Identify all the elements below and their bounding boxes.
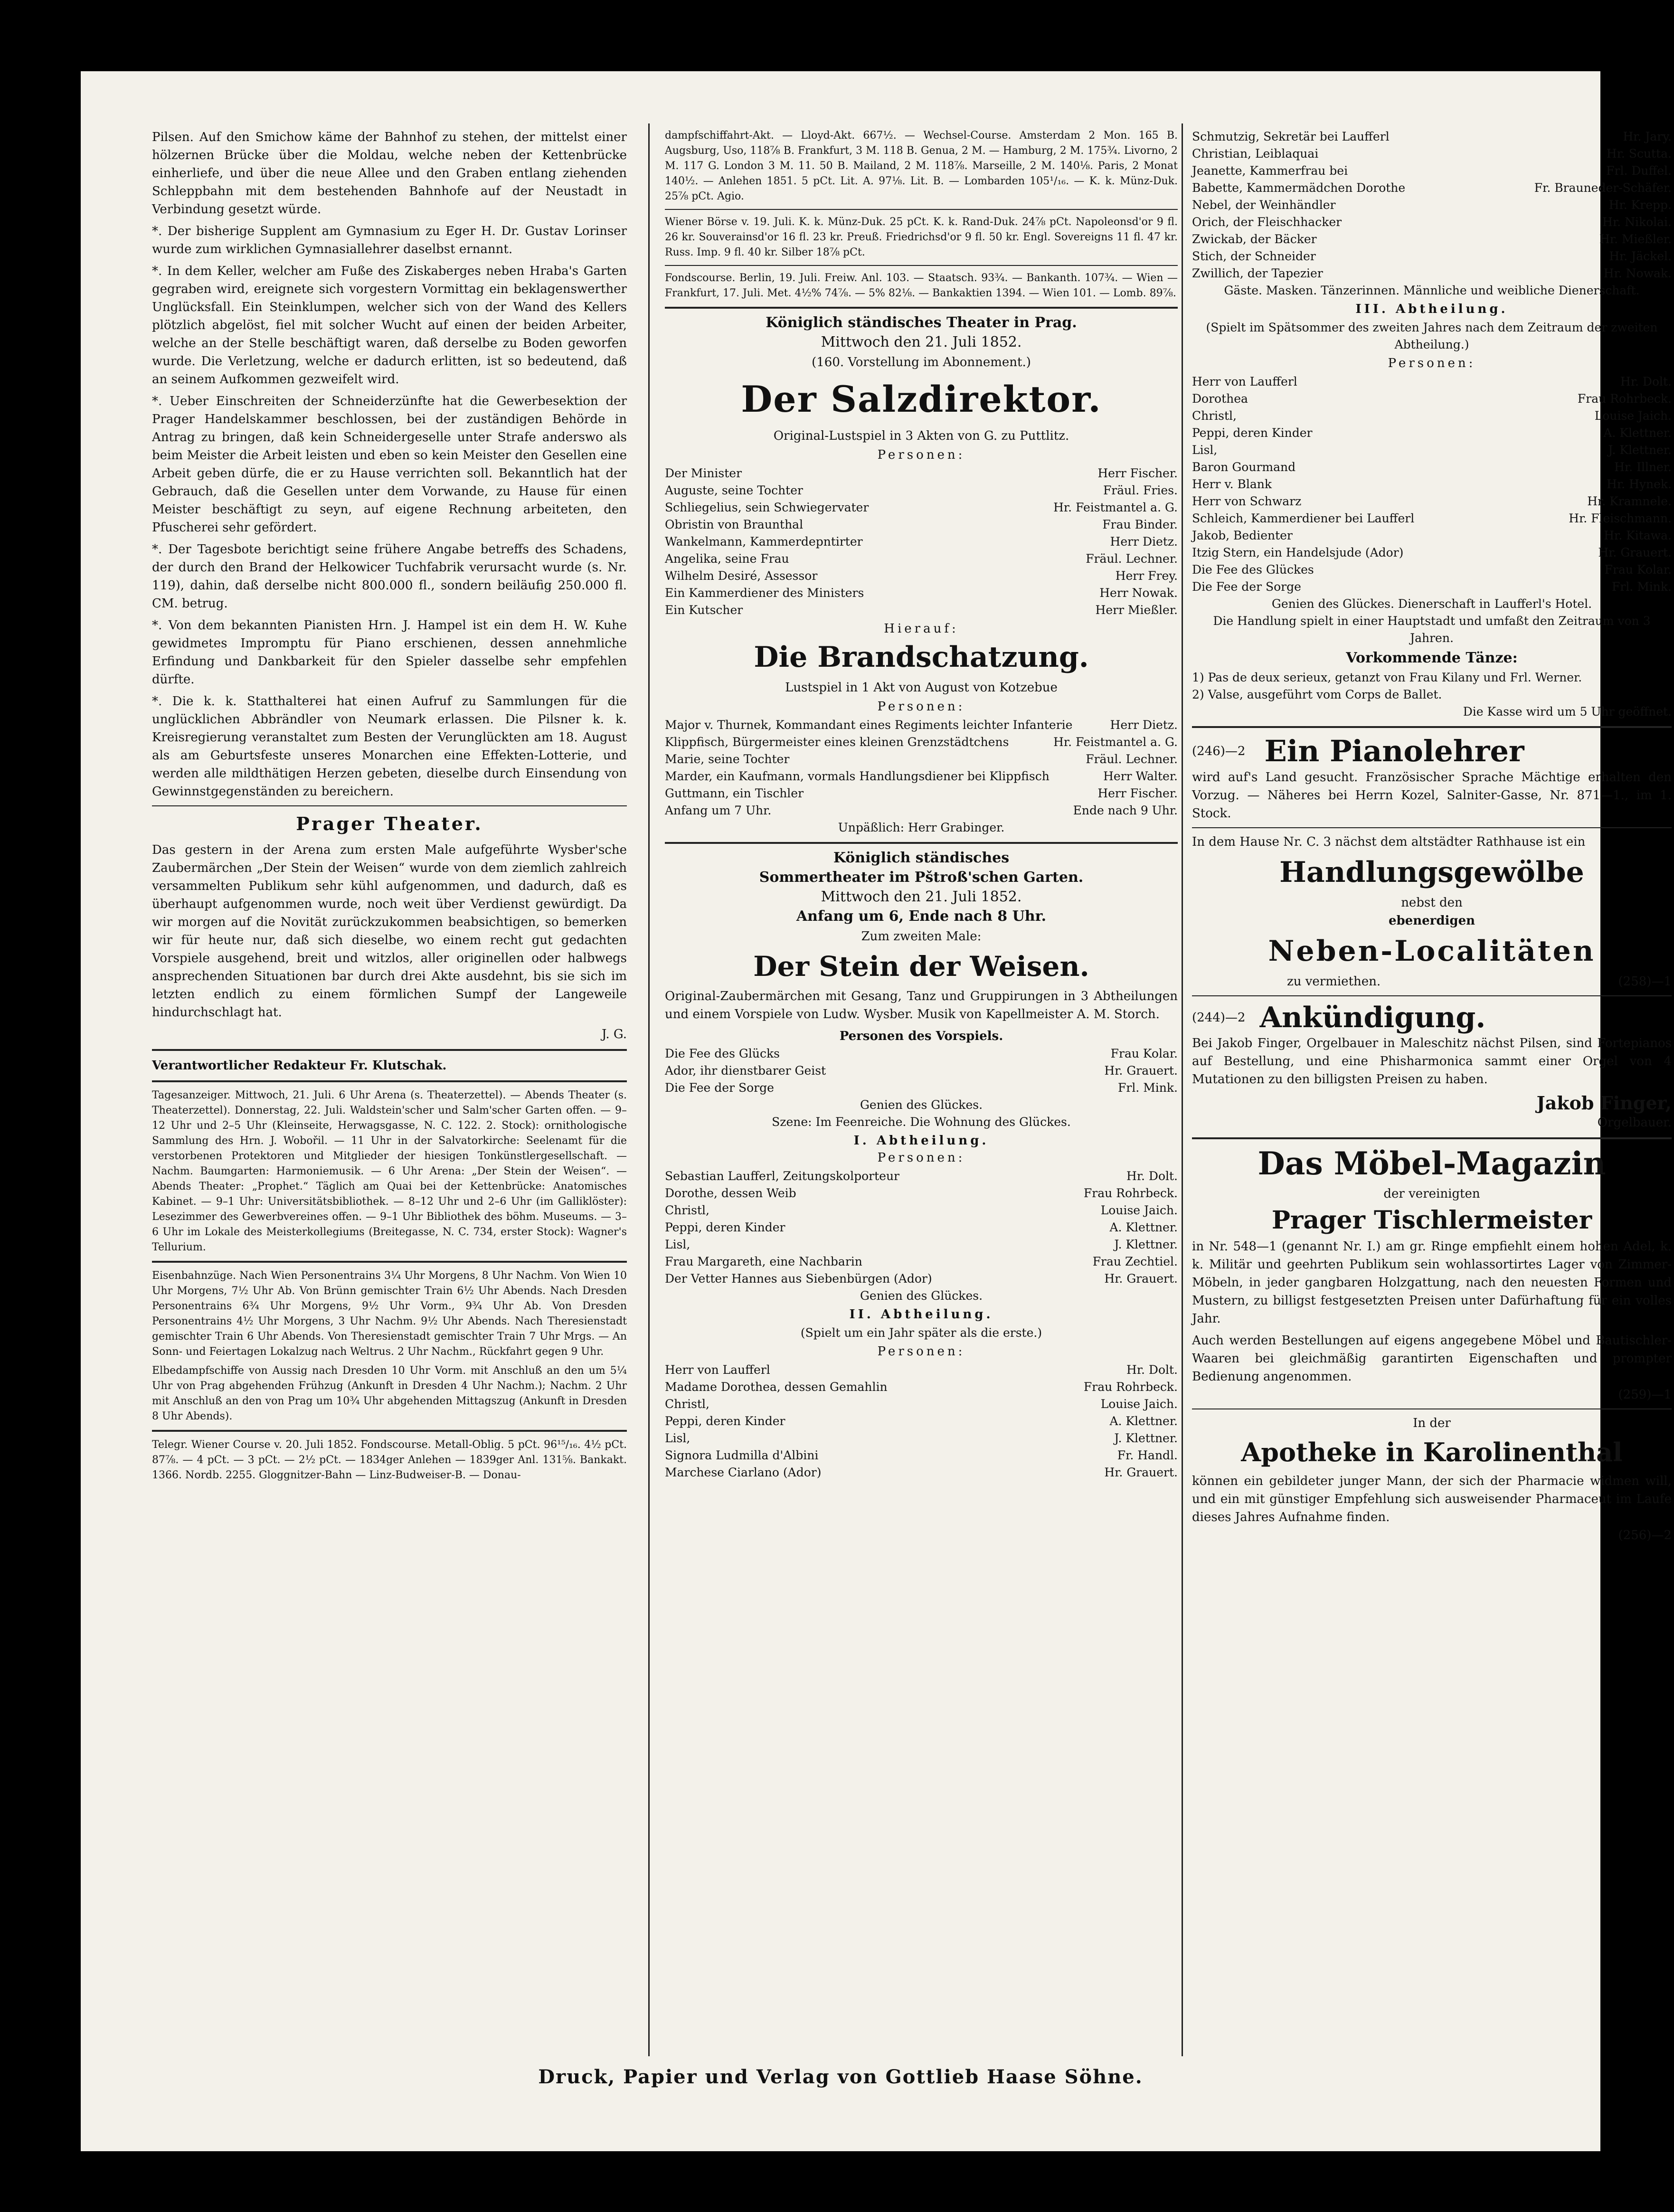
- actor-name: J. Klettner.: [1608, 443, 1672, 457]
- divider: [1192, 1137, 1672, 1139]
- news-paragraph: Pilsen. Auf den Smichow käme der Bahnhof zu stehen, der mittelst einer hölzernen Brücke über die Moldau, welche neben der Kettenbrücke einherliefe, und über die neue Allee und den Graben entlang ziehenden Schleppbahn mit dem bestehenden Bahnhofe auf der Neustadt in Verbindung gesetzt würde.: [152, 130, 627, 217]
- role-name: Schleich, Kammerdiener bei Laufferl: [1192, 511, 1415, 525]
- ad-code: (258)—1: [1618, 974, 1672, 989]
- role-name: Sebastian Laufferl, Zeitungskolporteur: [665, 1169, 899, 1183]
- cast-row: [1192, 390, 1672, 407]
- ad-text: wird auf's Land gesucht. Französischer Sprache Mächtige erhalten den Vorzug. — Näheres bei Herrn Kozel, Salniter-Gasse, Nr. 871—1., im 1. Stock.: [1192, 770, 1672, 821]
- start-time: Anfang um 7 Uhr.: [665, 804, 772, 817]
- cast-row: [665, 1045, 1178, 1062]
- role-name: Christian, Leiblaquai: [1192, 147, 1319, 161]
- act-heading: II. Abtheilung.: [849, 1307, 993, 1322]
- role-name: Christl,: [665, 1397, 709, 1411]
- cast-row: [665, 602, 1178, 619]
- actor-name: Herr Frey.: [1115, 569, 1178, 583]
- play-subtitle: Original-Lustspiel in 3 Akten von G. zu Puttlitz.: [773, 429, 1069, 443]
- ad-code: (244)—2: [1192, 1011, 1246, 1025]
- news-paragraph: *. Der Tagesbote berichtigt seine frühere Angabe betreffs des Schadens, der durch den Brand der Helkowicer Tuchfabrik verursacht wurde (s. Nr. 119), dahin, daß derselbe nicht 800.000 fl., sondern beiläufig 250.000 fl. CM. betrug.: [152, 542, 627, 611]
- cast-row: [665, 465, 1178, 482]
- role-name: Marchese Ciarlano (Ador): [665, 1465, 822, 1479]
- news-items: [152, 128, 627, 801]
- actor-name: Hr. Scutta.: [1606, 147, 1672, 161]
- cast-row: [665, 1396, 1178, 1413]
- cast-row: [1192, 493, 1672, 510]
- cast-row: [665, 516, 1178, 533]
- news-paragraph: *. In dem Keller, welcher am Fuße des Ziskaberges neben Hraba's Garten gegraben wird, ereignete sich vorgestern Vormittag ein beklagenswerther Unglücksfall. Ein Steinklumpen, welcher sich von der Wand des Kellers plötzlich abgelöst, fiel mit solcher Wucht auf einen der beiden Arbeiter, welche an der Stelle beschäftigt waren, daß derselbe zu Boden geworfen wurde. Die Verletzung, welche er dadurch erlitten, ist so bedeutend, daß an seinem Aufkommen gezweifelt wird.: [152, 264, 627, 387]
- actor-name: Hr. Feistmantel a. G.: [1053, 735, 1178, 749]
- cast-row: [665, 1430, 1178, 1447]
- divider: [152, 805, 627, 806]
- ad-text: in Nr. 548—1 (genannt Nr. I.) am gr. Ringe empfiehlt einem hohen Adel, k. k. Militär und geehrten Publikum sein wohlassortirtes Lager von Zimmer-Möbeln, in jeder gangbaren Holzgattung, nach den neuesten Formen und Mustern, zu billigst festgesetzten Preisen unter Dafürhaftung für ein volles Jahr.: [1192, 1239, 1672, 1326]
- play-subtitle: Lustspiel in 1 Akt von August von Kotzebue: [785, 681, 1058, 695]
- cast-row: [665, 567, 1178, 585]
- role-name: Dorothe, dessen Weib: [665, 1186, 796, 1200]
- setting-note: Die Handlung spielt in einer Hauptstadt und umfaßt den Zeitraum von 3 Jahren.: [1213, 614, 1651, 645]
- cast-list: [665, 1045, 1178, 1097]
- role-name: Der Minister: [665, 466, 742, 480]
- actor-name: Frl. Mink.: [1118, 1081, 1178, 1095]
- cast-list: [1192, 373, 1672, 596]
- ad-header: [1192, 1001, 1672, 1034]
- role-name: Lisl,: [665, 1238, 690, 1251]
- actor-name: A. Klettner.: [1603, 426, 1672, 440]
- cast-row: [665, 585, 1178, 602]
- role-name: Peppi, deren Kinder: [665, 1414, 785, 1428]
- dances-heading: Vorkommende Tänze:: [1346, 650, 1518, 666]
- ad-title: Das Möbel-Magazin: [1258, 1145, 1606, 1182]
- cast-row: [665, 1202, 1178, 1219]
- role-name: Peppi, deren Kinder: [665, 1220, 785, 1234]
- cast-heading: Personen:: [1388, 356, 1476, 370]
- role-name: Baron Gourmand: [1192, 460, 1296, 474]
- cast-row: [1192, 128, 1672, 145]
- role-name: Jakob, Bedienter: [1192, 529, 1293, 542]
- performance-times: Anfang um 6, Ende nach 8 Uhr.: [796, 908, 1047, 925]
- role-name: Ein Kammerdiener des Ministers: [665, 586, 864, 600]
- actor-name: Herr Mießler.: [1095, 603, 1178, 617]
- theater-review: Das gestern in der Arena zum ersten Male aufgeführte Wysber'sche Zaubermärchen „Der Stein der Weisen“ wurde von dem ziemlich zahlreich versammelten Publikum sehr kühl aufgenommen, und dadurch, daß es überhaupt aufgenommen wurde, noch weit über Verdienst gewürdigt. Da wir morgen auf die Novität zurückzukommen beabsichtigen, so bemerken wir für heute nur, daß sich dieselbe, wo einem recht gut gedachten Vorspiele ausgehend, breit und witzlos, aller originellen oder halbwegs ansprechenden Situationen bar durch drei Akte ausdehnt, bis sie sich im letzten endlich zu einem förmlichen Sumpf der Langeweile hindurchschlagt hat.: [152, 843, 627, 1020]
- exchange-rates: dampfschiffahrt-Akt. — Lloyd-Akt. 667½. — Wechsel-Course. Amsterdam 2 Mon. 165 B. Augsburg, Uso, 118⅞ B. Frankfurt, 3 M. 118 B. Genua, 2 M. — Hamburg, 2 M. 175¾. Livorno, 2 M. 117 G. London 3 M. 11. 50 B. Mailand, 2 M. 118⅞. Marseille, 2 M. 140⅛. Paris, 2 Monat 140½. — Anlehen 1851. 5 pCt. Lit. A. 97⅛. Lit. B. — Lombarden 105¹/₁₆. — K. k. Münz-Duk. 25⅞ pCt. Agio.: [665, 130, 1178, 202]
- actor-name: Herr Fischer.: [1097, 466, 1178, 480]
- newspaper-page: [81, 71, 1672, 2151]
- performance-date: Mittwoch den 21. Juli 1852.: [821, 334, 1022, 350]
- play-title: Der Stein der Weisen.: [753, 950, 1089, 983]
- role-name: Ador, ihr dienstbarer Geist: [665, 1064, 826, 1078]
- actor-name: Frau Rohrbeck.: [1083, 1186, 1178, 1200]
- actor-name: A. Klettner.: [1109, 1414, 1178, 1428]
- role-name: Guttmann, ein Tischler: [665, 786, 804, 800]
- genien-note: Genien des Glückes. Dienerschaft in Laufferl's Hotel.: [1271, 597, 1592, 611]
- actor-name: Hr. Feistmantel a. G.: [1053, 501, 1178, 514]
- column-right: [1192, 128, 1672, 1544]
- actor-name: Herr Walter.: [1103, 769, 1178, 783]
- actor-name: Hr. Nikolai.: [1602, 215, 1672, 229]
- actor-name: Fr. Handl.: [1117, 1448, 1178, 1462]
- actor-name: Hr. Mießler.: [1599, 232, 1672, 246]
- ad-code: (246)—2: [1192, 744, 1246, 758]
- news-paragraph: *. Ueber Einschreiten der Schneiderzünfte hat die Gewerbesektion der Prager Handelskammer beschlossen, bei der zuständigen Behörde in Antrag zu bringen, daß kein Schneidergeselle unter Strafe anderswo als beim Meister die Arbeit leisten und eben so kein Meister den Gesellen eine Arbeit geben dürfe, die er zu Hause verrichten soll. Bekanntlich hat der Gebrauch, daß die Gesellen unter dem Vorwande, zu Hause für einen Meister beschäftigt zu seyn, auf eigene Rechnung arbeiteten, den Pfuscherei sehr gefördert.: [152, 394, 627, 535]
- actor-name: Frl. Duffel.: [1606, 164, 1672, 178]
- act-heading: I. Abtheilung.: [853, 1134, 989, 1148]
- role-name: Lisl,: [1192, 443, 1218, 457]
- role-name: Christl,: [1192, 409, 1237, 423]
- actor-name: Hr. Illner.: [1614, 460, 1672, 474]
- role-name: Die Fee der Sorge: [1192, 580, 1301, 594]
- cast-row: [1192, 578, 1672, 596]
- role-name: Nebel, der Weinhändler: [1192, 198, 1336, 212]
- role-name: Die Fee des Glücks: [665, 1047, 780, 1060]
- cast-list: [665, 1168, 1178, 1287]
- cast-row: [665, 785, 1178, 802]
- ad-text: Bei Jakob Finger, Orgelbauer in Maleschitz nächst Pilsen, sind Fortepianos auf Bestellung, und eine Phisharmonica sammt einer Orgel von 4 Mutationen zu den billigsten Preisen zu haben.: [1192, 1036, 1672, 1087]
- divider: [665, 209, 1178, 210]
- extras-note: Gäste. Masken. Tänzerinnen. Männliche und weibliche Dienerschaft.: [1224, 284, 1640, 297]
- role-name: Major v. Thurnek, Kommandant eines Regiments leichter Infanterie: [665, 718, 1073, 732]
- role-name: Herr von Laufferl: [1192, 375, 1297, 388]
- role-name: Babette, Kammermädchen Dorothe: [1192, 181, 1406, 195]
- column-rule: [648, 123, 650, 2056]
- role-name: Zwillich, der Tapezier: [1192, 266, 1323, 280]
- ad-text: ebenerdigen: [1388, 914, 1475, 928]
- role-name: Wankelmann, Kammerdepntirter: [665, 535, 863, 548]
- role-name: Der Vetter Hannes aus Siebenbürgen (Ador): [665, 1272, 932, 1286]
- cast-row: [1192, 561, 1672, 578]
- dance-item: 2) Valse, ausgeführt vom Corps de Ballet.: [1192, 688, 1442, 701]
- role-name: Madame Dorothea, dessen Gemahlin: [665, 1380, 888, 1394]
- ad-code: (256)—2: [1618, 1528, 1672, 1542]
- cast-row: [665, 1185, 1178, 1202]
- divider: [152, 1430, 627, 1432]
- actor-name: Hr. Jäckel.: [1609, 249, 1672, 263]
- role-name: Ein Kutscher: [665, 603, 743, 617]
- actor-name: Fräul. Fries.: [1103, 483, 1178, 497]
- role-name: Zwickab, der Bäcker: [1192, 232, 1317, 246]
- railway-schedule: Eisenbahnzüge. Nach Wien Personentrains 3¼ Uhr Morgens, 8 Uhr Nachm. Von Wien 10 Uhr Morgens, 7½ Uhr Ab. Von Brünn gemischter Train 6½ Uhr Abends. Nach Dresden Personentrains 6¾ Uhr Morgens, 9½ Uhr Vorm., 9¾ Uhr Ab. Von Dresden Personentrains 4½ Uhr Morgens, 3 Uhr Nachm. 9½ Uhr Abends. Nach Theresienstadt gemischter Train 6 Uhr Abends. Von Theresienstadt gemischter Train 7 Uhr Mrgs. — An Sonn- und Feiertagen Lokalzug nach Weltrus. 2 Uhr Nachm., Rückfahrt gegen 9 Uhr.: [152, 1270, 627, 1358]
- ad-title: Apotheke in Karolinenthal: [1241, 1437, 1623, 1467]
- cast-row: [665, 1270, 1178, 1287]
- news-paragraph: *. Der bisherige Supplent am Gymnasium zu Eger H. Dr. Gustav Lorinser wurde zum wirklichen Gymnasiallehrer daselbst ernannt.: [152, 224, 627, 256]
- editor-line: Verantwortlicher Redakteur Fr. Klutschak.: [152, 1059, 447, 1073]
- cast-row: [665, 1219, 1178, 1236]
- ad-code: (259)—1: [1618, 1388, 1672, 1402]
- play-title: Die Brandschatzung.: [754, 641, 1089, 674]
- ad-signature-role: Orgelbauer.: [1597, 1115, 1672, 1130]
- actor-name: Fr. Brauneder-Schäfer.: [1534, 181, 1672, 195]
- actor-name: Louise Jaich.: [1594, 409, 1672, 423]
- cast-row: [665, 1168, 1178, 1185]
- cast-row: [665, 499, 1178, 516]
- role-name: Herr v. Blank: [1192, 477, 1272, 491]
- news-paragraph: *. Von dem bekannten Pianisten Hrn. J. Hampel ist ein dem H. W. Kuhe gewidmetes Impromptu für Piano erschienen, dessen annehmliche Erfindung und Dankbarkeit für den Spieler dasselbe sehr empfehlen dürfte.: [152, 618, 627, 687]
- imprint-footer: Druck, Papier und Verlag von Gottlieb Haase Söhne.: [538, 2066, 1143, 2088]
- role-name: Frau Margareth, eine Nachbarin: [665, 1255, 862, 1268]
- actor-name: Hr. Grauert.: [1104, 1272, 1178, 1286]
- cast-heading: Personen:: [877, 700, 965, 714]
- cast-row: [1192, 231, 1672, 248]
- cast-row: [665, 1079, 1178, 1097]
- ad-text: nebst den: [1401, 896, 1463, 910]
- genien-note: Genien des Glückes.: [860, 1289, 983, 1303]
- summer-theater-header-2: Sommertheater im Pštroß'schen Garten.: [759, 869, 1084, 886]
- cast-row: [1192, 180, 1672, 197]
- performance-date: Mittwoch den 21. Juli 1852.: [821, 889, 1022, 905]
- theater-header: Königlich ständisches Theater in Prag.: [766, 314, 1077, 331]
- cast-row: [1192, 248, 1672, 265]
- column-rule: [1182, 123, 1183, 2056]
- cast-row: [665, 1379, 1178, 1396]
- second-time-note: Zum zweiten Male:: [861, 929, 982, 944]
- role-name: Klippfisch, Bürgermeister eines kleinen Grenzstädtchens: [665, 735, 1009, 749]
- cast-row: [665, 482, 1178, 499]
- ad-text: können ein gebildeter junger Mann, der sich der Pharmacie widmen will, und ein mit günstiger Empfehlung sich ausweisender Pharmaceut im Laufe dieses Jahres Aufnahme finden.: [1192, 1474, 1672, 1524]
- ad-intro: In dem Hause Nr. C. 3 nächst dem altstädter Rathhause ist ein: [1192, 835, 1586, 849]
- actor-name: Louise Jaich.: [1100, 1397, 1178, 1411]
- role-name: Orich, der Fleischhacker: [1192, 215, 1342, 229]
- divider: [152, 1080, 627, 1082]
- actor-name: Frau Kolar.: [1110, 1047, 1178, 1060]
- role-name: Herr von Schwarz: [1192, 494, 1302, 508]
- actor-name: Herr Nowak.: [1099, 586, 1178, 600]
- cast-heading: Personen:: [877, 1344, 965, 1359]
- review-signature: J. G.: [601, 1027, 627, 1041]
- divider: [665, 265, 1178, 266]
- actor-name: Hr. Jary.: [1623, 130, 1672, 143]
- actor-name: Herr Dietz.: [1110, 718, 1178, 732]
- actor-name: Louise Jaich.: [1100, 1203, 1178, 1217]
- divider: [1192, 1408, 1672, 1409]
- actor-name: Hr. Hynek.: [1607, 477, 1672, 491]
- role-name: Die Fee der Sorge: [665, 1081, 774, 1095]
- ad-footer: [1192, 973, 1672, 991]
- cast-row: [1192, 162, 1672, 180]
- cast-row: [1192, 265, 1672, 282]
- scene-note: Szene: Im Feenreiche. Die Wohnung des Glückes.: [772, 1115, 1071, 1129]
- actor-name: J. Klettner.: [1114, 1238, 1178, 1251]
- cast-row: [665, 1413, 1178, 1430]
- play-subtitle: Original-Zaubermärchen mit Gesang, Tanz und Gruppirungen in 3 Abtheilungen und einem Vorspiele von Ludw. Wysber. Musik von Kapellmeister A. M. Storch.: [665, 989, 1178, 1021]
- divider: [1192, 726, 1672, 728]
- cast-row: [1192, 527, 1672, 544]
- role-name: Obristin von Braunthal: [665, 518, 804, 531]
- cast-row: [1192, 373, 1672, 390]
- tagesanzeiger: Tagesanzeiger. Mittwoch, 21. Juli. 6 Uhr Arena (s. Theaterzettel). — Abends Theater (s. Theaterzettel). Donnerstag, 22. Juli. Waldstein'scher und Salm'scher Garten offen. — 9–12 Uhr und 2–5 Uhr (Kleinseite, Herwagsgasse, N. C. 122. 2. Stock): ornithologische Sammlung des Hrn. J. Wobořil. — 11 Uhr in der Salvatorkirche: Seelenamt für die verstorbenen Protektoren und Mitglieder der hiesigen Tonkünstlergesellschaft. — Nachm. Baumgarten: Harmoniemusik. — 6 Uhr Arena: „Der Stein der Weisen“. — Abends Theater: „Prophet.“ Täglich am Quai bei der Kettenbrücke: Anatomisches Kabinet. — 9–1 Uhr: Universitätsbibliothek. — 8–12 Uhr und 2–6 Uhr (im Galliklöster): Lesezimmer des Gewerbvereines offen. — 9–1 Uhr Bibliothek des böhm. Museums. — 3–6 Uhr im Lokale des Meisterkollegiums (Breitegasse, N. C. 734, erster Stock): Wagner's Tellurium.: [152, 1089, 627, 1253]
- cast-list: [665, 465, 1178, 619]
- indisposed-note: Unpäßlich: Herr Grabinger.: [838, 821, 1005, 834]
- actor-name: Hr. Nowak.: [1603, 266, 1672, 280]
- column-middle: [665, 128, 1178, 1481]
- actor-name: Hr. Grauert.: [1104, 1465, 1178, 1479]
- cast-heading: Personen:: [877, 448, 965, 462]
- cast-row: [1192, 476, 1672, 493]
- box-office-note: Die Kasse wird um 5 Uhr geöffnet.: [1463, 705, 1672, 718]
- cast-row: [1192, 459, 1672, 476]
- performance-number: (160. Vorstellung im Abonnement.): [812, 355, 1031, 369]
- telegraph-rates: Telegr. Wiener Course v. 20. Juli 1852. Fondscourse. Metall-Oblig. 5 pCt. 96¹⁵/₁₆. 4½ pCt. 87⅞. — 4 pCt. — 3 pCt. — 2½ pCt. — 1834ger Anlehen — 1839ger Anl. 131⅝. Bankakt. 1366. Nordb. 2255. Gloggnitzer-Bahn — Linz-Budweiser-B. — Donau-: [152, 1439, 627, 1481]
- genien-note: Genien des Glückes.: [860, 1098, 983, 1112]
- cast-row: [665, 768, 1178, 785]
- act-heading: III. Abtheilung.: [1355, 302, 1508, 316]
- actor-name: Hr. Dolt.: [1620, 375, 1672, 388]
- divider: [1192, 995, 1672, 996]
- cast-row: [1192, 442, 1672, 459]
- actor-name: Fräul. Lechner.: [1086, 752, 1178, 766]
- news-paragraph: *. Die k. k. Statthalterei hat einen Aufruf zu Sammlungen für die unglücklichen Abbrändler von Neumark erlassen. Die Pilsner k. k. Kreisregierung veranstaltet zum Besten der Verunglückten am 18. August als am Geburtsfeste unseres Monarchen eine Effekten-Lotterie, und werden alle mildthätigen Herzen gebeten, dieselbe durch Einsendung von Gewinnstgegenständen zu bereichern.: [152, 694, 627, 799]
- role-name: Wilhelm Desiré, Assessor: [665, 569, 818, 583]
- cast-row: [665, 1236, 1178, 1253]
- cast-row: [1192, 407, 1672, 425]
- ad-header: [1192, 734, 1672, 768]
- cast-row: [665, 1062, 1178, 1079]
- role-name: Herr von Laufferl: [665, 1363, 770, 1377]
- cast-row: [1192, 197, 1672, 214]
- cast-heading: Personen:: [877, 1151, 965, 1165]
- ad-title: Ankündigung.: [1259, 1001, 1486, 1034]
- role-name: Marder, ein Kaufmann, vormals Handlungsdiener bei Klippfisch: [665, 769, 1050, 783]
- end-time: Ende nach 9 Uhr.: [1073, 804, 1178, 817]
- cast-row: [665, 1464, 1178, 1481]
- role-name: Dorothea: [1192, 392, 1248, 406]
- actor-name: Frau Binder.: [1102, 518, 1178, 531]
- role-name: Lisl,: [665, 1431, 690, 1445]
- cast-row: [665, 751, 1178, 768]
- role-name: Stich, der Schneider: [1192, 249, 1316, 263]
- divider: [1192, 827, 1672, 828]
- cast-row: [1192, 510, 1672, 527]
- actor-name: Frl. Mink.: [1612, 580, 1672, 594]
- actor-name: Frau Kolar.: [1604, 563, 1672, 577]
- actor-name: Hr. Dolt.: [1126, 1363, 1178, 1377]
- role-name: Signora Ludmilla d'Albini: [665, 1448, 819, 1462]
- summer-theater-header: Königlich ständisches: [833, 850, 1010, 866]
- actor-name: Fräul. Lechner.: [1086, 552, 1178, 566]
- actor-name: Hr. Krepp.: [1608, 198, 1672, 212]
- actor-name: A. Klettner.: [1109, 1220, 1178, 1234]
- role-name: Marie, seine Tochter: [665, 752, 790, 766]
- actor-name: Herr Fischer.: [1097, 786, 1178, 800]
- actor-name: Frau Rohrbeck.: [1577, 392, 1672, 406]
- role-name: Jeanette, Kammerfrau bei: [1192, 164, 1348, 178]
- cast-row: [665, 1253, 1178, 1270]
- start-end-times: [665, 802, 1178, 819]
- actor-name: Hr. Grauert.: [1104, 1064, 1178, 1078]
- role-name: Christl,: [665, 1203, 709, 1217]
- cast-list: [665, 717, 1178, 802]
- divider: [665, 307, 1178, 309]
- cast-row: [665, 1361, 1178, 1379]
- cast-row: [1192, 145, 1672, 162]
- cast-row: [665, 717, 1178, 734]
- play-title: Der Salzdirektor.: [741, 378, 1102, 420]
- actor-name: Hr. Dolt.: [1126, 1169, 1178, 1183]
- role-name: Itzig Stern, ein Handelsjude (Ador): [1192, 546, 1404, 559]
- cast-row: [1192, 214, 1672, 231]
- role-name: Schliegelius, sein Schwiegervater: [665, 501, 869, 514]
- act-note: (Spielt um ein Jahr später als die erste.): [800, 1326, 1042, 1340]
- cast-row: [665, 550, 1178, 567]
- divider: [152, 1049, 627, 1051]
- cast-list: [1192, 128, 1672, 282]
- fund-rates: Fondscourse. Berlin, 19. Juli. Freiw. Anl. 103. — Staatsch. 93¾. — Bankanth. 107¾. — Wien — Frankfurt, 17. Juli. Met. 4½% 74⅞. — 5% 82⅛. — Bankaktien 1394. — Wien 101. — Lomb. 89⅞.: [665, 272, 1178, 299]
- hierauf: Hierauf:: [884, 622, 959, 636]
- column-left: [152, 128, 627, 1483]
- actor-name: Hr. Kitawa.: [1604, 529, 1672, 542]
- ad-title: Neben-Localitäten: [1268, 935, 1596, 968]
- steamship-schedule: Elbedampfschiffe von Aussig nach Dresden 10 Uhr Vorm. mit Anschluß an den um 5¼ Uhr von Prag abgehenden Frühzug (Ankunft in Dresden 4 Uhr Nachm.); Nachm. 2 Uhr mit Anschluß an den von Prag um 10¾ Uhr abgehenden Mittagszug (Ankunft in Dresden 8 Uhr Abends).: [152, 1365, 627, 1422]
- ad-text: In der: [1413, 1416, 1451, 1430]
- actor-name: Hr. Kramnele.: [1587, 494, 1672, 508]
- prelude-cast-heading: Personen des Vorspiels.: [839, 1029, 1003, 1043]
- act-note: (Spielt im Spätsommer des zweiten Jahres nach dem Zeitraum der zweiten Abtheilung.): [1206, 321, 1658, 351]
- ad-text: zu vermiethen.: [1287, 974, 1381, 989]
- actor-name: Hr. Fleischmann.: [1569, 511, 1672, 525]
- cast-row: [665, 533, 1178, 550]
- role-name: Die Fee des Glückes: [1192, 563, 1314, 577]
- ad-title: Ein Pianolehrer: [1264, 734, 1524, 768]
- divider: [152, 1261, 627, 1263]
- theater-heading: Prager Theater.: [296, 813, 483, 834]
- ad-title: Handlungsgewölbe: [1279, 856, 1584, 889]
- vienna-exchange: Wiener Börse v. 19. Juli. K. k. Münz-Duk. 25 pCt. K. k. Rand-Duk. 24⅞ pCt. Napoleonsd'or 9 fl. 26 kr. Souverainsd'or 16 fl. 23 kr. Preuß. Friedrichsd'or 9 fl. 50 kr. Engl. Sovereigns 11 fl. 47 kr. Russ. Imp. 9 fl. 40 kr. Silber 18⅞ pCt.: [665, 216, 1178, 258]
- ad-text: der vereinigten: [1383, 1187, 1480, 1201]
- role-name: Peppi, deren Kinder: [1192, 426, 1313, 440]
- dance-item: 1) Pas de deux serieux, getanzt von Frau Kilany und Frl. Werner.: [1192, 671, 1582, 684]
- ad-title: Prager Tischlermeister: [1271, 1206, 1592, 1235]
- role-name: Auguste, seine Tochter: [665, 483, 803, 497]
- actor-name: Herr Dietz.: [1110, 535, 1178, 548]
- ad-signature: Jakob Finger,: [1536, 1092, 1672, 1114]
- cast-row: [1192, 544, 1672, 561]
- actor-name: J. Klettner.: [1114, 1431, 1178, 1445]
- actor-name: Frau Rohrbeck.: [1083, 1380, 1178, 1394]
- divider: [665, 842, 1178, 844]
- ad-text: Auch werden Bestellungen auf eigens angegebene Möbel und Bautischler-Waaren bei gleichmäßig garantirten Eigenschaften und prompter Bedienung angenommen.: [1192, 1333, 1672, 1384]
- cast-list: [665, 1361, 1178, 1481]
- role-name: Angelika, seine Frau: [665, 552, 789, 566]
- cast-row: [665, 1447, 1178, 1464]
- actor-name: Frau Zechtiel.: [1092, 1255, 1178, 1268]
- cast-row: [665, 734, 1178, 751]
- role-name: Schmutzig, Sekretär bei Laufferl: [1192, 130, 1390, 143]
- actor-name: Hr. Grauert.: [1598, 546, 1672, 559]
- cast-row: [1192, 425, 1672, 442]
